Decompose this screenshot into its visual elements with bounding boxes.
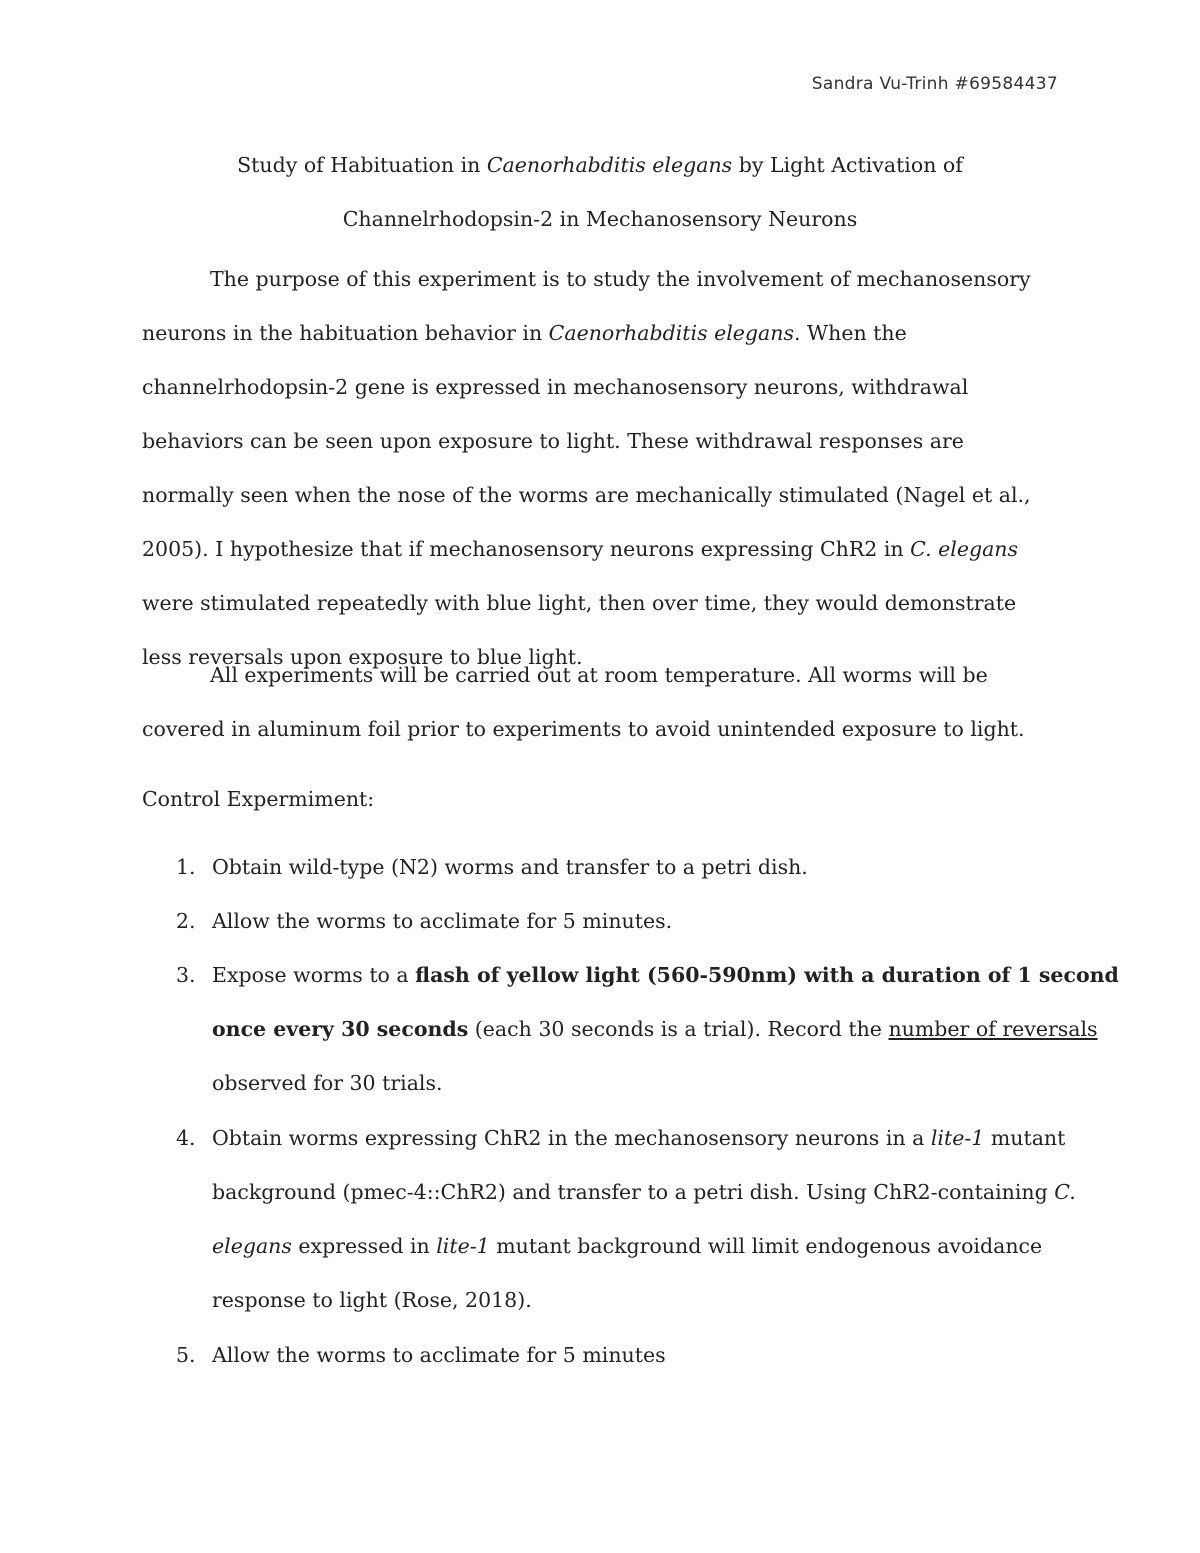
step-text-4: mutant background will limit endogenous avoidance response to light (Rose, 2018). xyxy=(212,1234,1043,1312)
procedure-step-3 xyxy=(142,948,1128,1110)
control-experiment-label: Control Expermiment: xyxy=(142,787,375,811)
step-number: 1. xyxy=(176,855,196,879)
step-italic-lite1: lite-1 xyxy=(930,1126,985,1150)
step-number: 4. xyxy=(176,1126,196,1150)
procedure-step-2 xyxy=(142,894,1128,948)
procedure-step-5 xyxy=(142,1328,1128,1382)
procedure-step-4 xyxy=(142,1111,1128,1327)
title-part-1: Study of Habituation in xyxy=(237,153,487,177)
step-text: Obtain wild-type (N2) worms and transfer to a petri dish. xyxy=(212,855,808,879)
step-number: 2. xyxy=(176,909,196,933)
step-underlined-measure: number of reversals xyxy=(888,1017,1098,1041)
step-text: Allow the worms to acclimate for 5 minutes. xyxy=(212,909,673,933)
conditions-paragraph xyxy=(142,648,1058,756)
title-part-2: by Light Activation of Channelrhodopsin-2 in Mechanosensory Neurons xyxy=(342,153,963,231)
intro-species-short: C. elegans xyxy=(910,537,1019,561)
step-italic-lite1-2: lite-1 xyxy=(436,1234,490,1258)
step-text-3: observed for 30 trials. xyxy=(212,1071,443,1095)
intro-paragraph xyxy=(142,252,1058,684)
intro-text-2: . When the channelrhodopsin-2 gene is expressed in mechanosensory neurons, withdrawal behaviors can be seen upon exposure to light. These withdrawal responses are normally seen when the nose of the worms are mechanically stimulated (Nagel et al., 2005). I hypothesize that if mechanosensory neurons expressing ChR2 in xyxy=(142,321,1031,561)
step-bold-stimulus: flash of yellow light (560-590nm) with a duration of 1 second once every 30 seconds xyxy=(212,963,1119,1041)
intro-text-3: were stimulated repeatedly with blue light, then over time, they would demonstrate less reversals upon exposure to blue light. xyxy=(142,591,1017,669)
step-text-1: Expose worms to a xyxy=(212,963,416,987)
step-italic-species: C. elegans xyxy=(212,1180,1076,1258)
step-text-3: expressed in xyxy=(291,1234,437,1258)
step-text-2: mutant background (pmec-4::ChR2) and transfer to a petri dish. Using ChR2-containing xyxy=(212,1126,1066,1204)
step-text: Allow the worms to acclimate for 5 minutes xyxy=(212,1343,666,1367)
page-header-author: Sandra Vu-Trinh #69584437 xyxy=(811,74,1058,94)
intro-text-1: The purpose of this experiment is to study the involvement of mechanosensory neurons in the habituation behavior in xyxy=(142,267,1031,345)
step-number: 3. xyxy=(176,963,196,987)
document-title xyxy=(142,138,1058,246)
step-text-1: Obtain worms expressing ChR2 in the mechanosensory neurons in a xyxy=(212,1126,931,1150)
procedure-step-1 xyxy=(142,840,1128,894)
step-text-2: (each 30 seconds is a trial). Record the xyxy=(468,1017,889,1041)
intro-species: Caenorhabditis elegans xyxy=(548,321,795,345)
step-number: 5. xyxy=(176,1343,196,1367)
conditions-text: All experiments will be carried out at room temperature. All worms will be covered in aluminum foil prior to experiments to avoid unintended exposure to light. xyxy=(142,663,1025,741)
title-species: Caenorhabditis elegans xyxy=(486,153,733,177)
